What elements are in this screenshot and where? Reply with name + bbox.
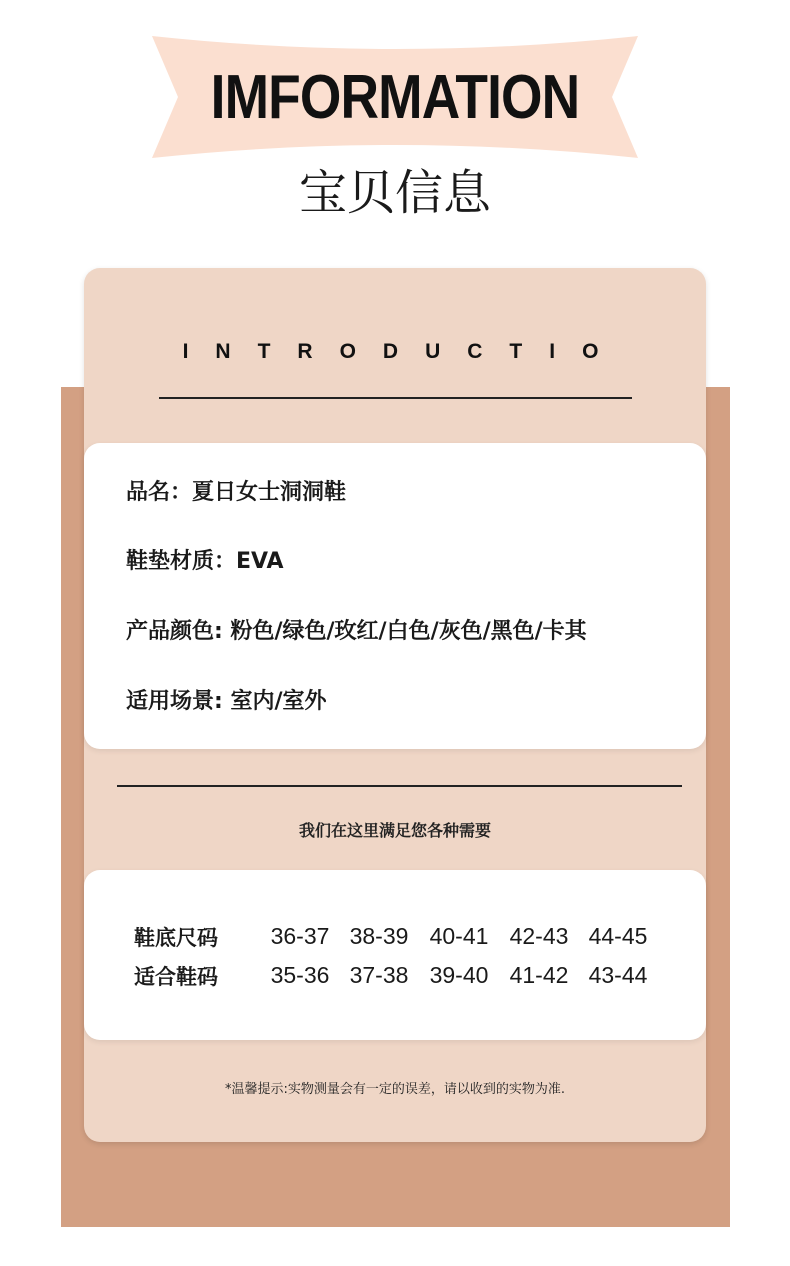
section-divider: [117, 785, 682, 787]
tagline: 我们在这里满足您各种需要: [298, 821, 491, 840]
size-table-box: [84, 870, 706, 1040]
size-cell: 42-43: [509, 923, 569, 949]
size-cell: 43-44: [588, 962, 648, 988]
info-row-scene: 适用场景: 室内/室外: [126, 689, 327, 714]
size-cell: 44-45: [588, 923, 648, 949]
info-row-colors: 产品颜色: 粉色/绿色/玫红/白色/灰色/黑色/卡其: [126, 619, 587, 644]
page-title: IMFORMATION: [210, 62, 580, 132]
header-banner: [152, 36, 638, 158]
size-label-fit: 适合鞋码: [134, 965, 218, 989]
section-title: INTRODUCTIO: [182, 340, 626, 363]
size-cell: 38-39: [349, 923, 409, 949]
size-cell: 35-36: [270, 962, 330, 988]
info-row-name: 品名：夏日女士洞洞鞋: [126, 480, 347, 505]
title-divider: [159, 397, 632, 399]
size-cell: 39-40: [429, 962, 489, 988]
size-cell: 37-38: [349, 962, 409, 988]
size-cell: 40-41: [429, 923, 489, 949]
size-cell: 41-42: [509, 962, 569, 988]
size-label-sole: 鞋底尺码: [134, 926, 218, 950]
info-row-material: 鞋垫材质：EVA: [126, 549, 284, 574]
page-subtitle: 宝贝信息: [298, 165, 491, 221]
disclaimer-note: *温馨提示:实物测量会有一定的误差，请以收到的实物为准.: [224, 1082, 565, 1097]
size-cell: 36-37: [270, 923, 330, 949]
